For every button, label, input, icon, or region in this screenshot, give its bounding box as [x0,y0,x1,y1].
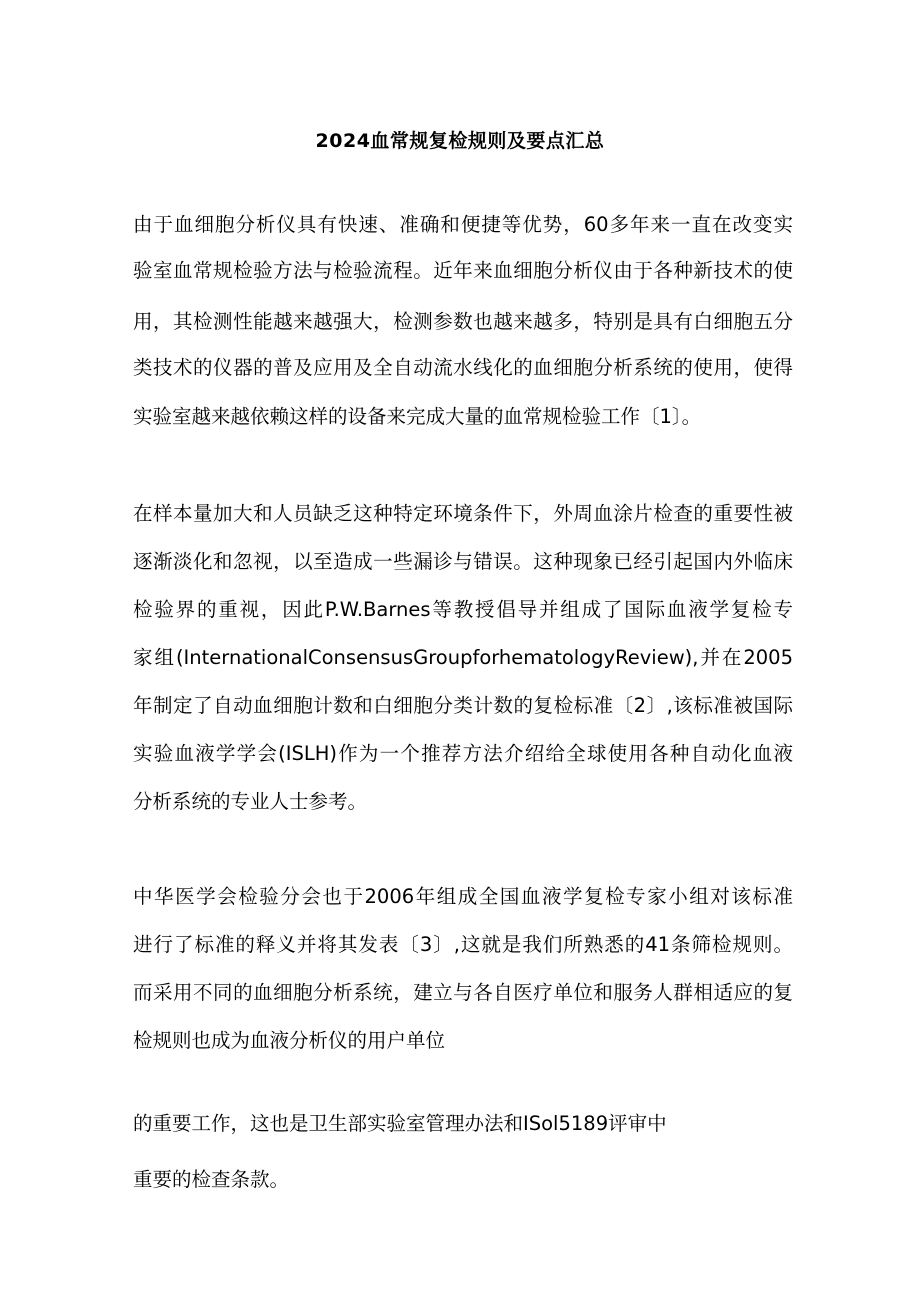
paragraph-3-line-1: 中华医学会检验分会也于2006年组成全国血液学复检专家小组对该标准 [133,885,793,908]
paragraph-2-line-7: 分析系统的专业人士参考。 [133,790,368,813]
paragraph-1-line-5: 实验室越来越依赖这样的设备来完成大量的血常规检验工作〔1〕。 [133,405,702,428]
paragraph-2-line-5: 年制定了自动血细胞计数和白细胞分类计数的复检标准〔2〕,该标准被国际 [133,694,793,717]
paragraph-1-line-2: 验室血常规检验方法与检验流程。近年来血细胞分析仪由于各种新技术的使 [133,259,793,282]
paragraph-1-line-3: 用，其检测性能越来越强大，检测参数也越来越多，特别是具有白细胞五分 [133,310,793,333]
paragraph-3-line-2: 进行了标准的释义并将其发表〔3〕,这就是我们所熟悉的41条筛检规则。 [133,933,793,956]
paragraph-3-line-3: 而采用不同的血细胞分析系统，建立与各自医疗单位和服务人群相适应的复 [133,981,793,1004]
paragraph-1-line-4: 类技术的仪器的普及应用及全自动流水线化的血细胞分析系统的使用，使得 [133,356,793,379]
paragraph-5-line-1: 重要的检查条款。 [133,1168,290,1191]
paragraph-4-line-1: 的重要工作，这也是卫生部实验室管理办法和ISol5189评审中 [133,1112,667,1135]
paragraph-2-line-6: 实验血液学学会(ISLH)作为一个推荐方法介绍给全球使用各种自动化血液 [133,742,793,765]
document-title: 2024血常规复检规则及要点汇总 [315,130,605,152]
paragraph-2-line-2: 逐渐淡化和忽视，以至造成一些漏诊与错误。这种现象已经引起国内外临床 [133,550,793,573]
paragraph-2-line-3: 检验界的重视，因此P.W.Barnes等教授倡导并组成了国际血液学复检专 [133,598,793,621]
paragraph-3-line-4: 检规则也成为血液分析仪的用户单位 [133,1029,446,1052]
paragraph-2-line-4: 家组(InternationalConsensusGroupforhematologyReview),并在2005 [133,646,793,669]
paragraph-2-line-1: 在样本量加大和人员缺乏这种特定环境条件下，外周血涂片检查的重要性被 [133,502,793,525]
paragraph-1-line-1: 由于血细胞分析仪具有快速、准确和便捷等优势，60多年来一直在改变实 [133,213,793,236]
